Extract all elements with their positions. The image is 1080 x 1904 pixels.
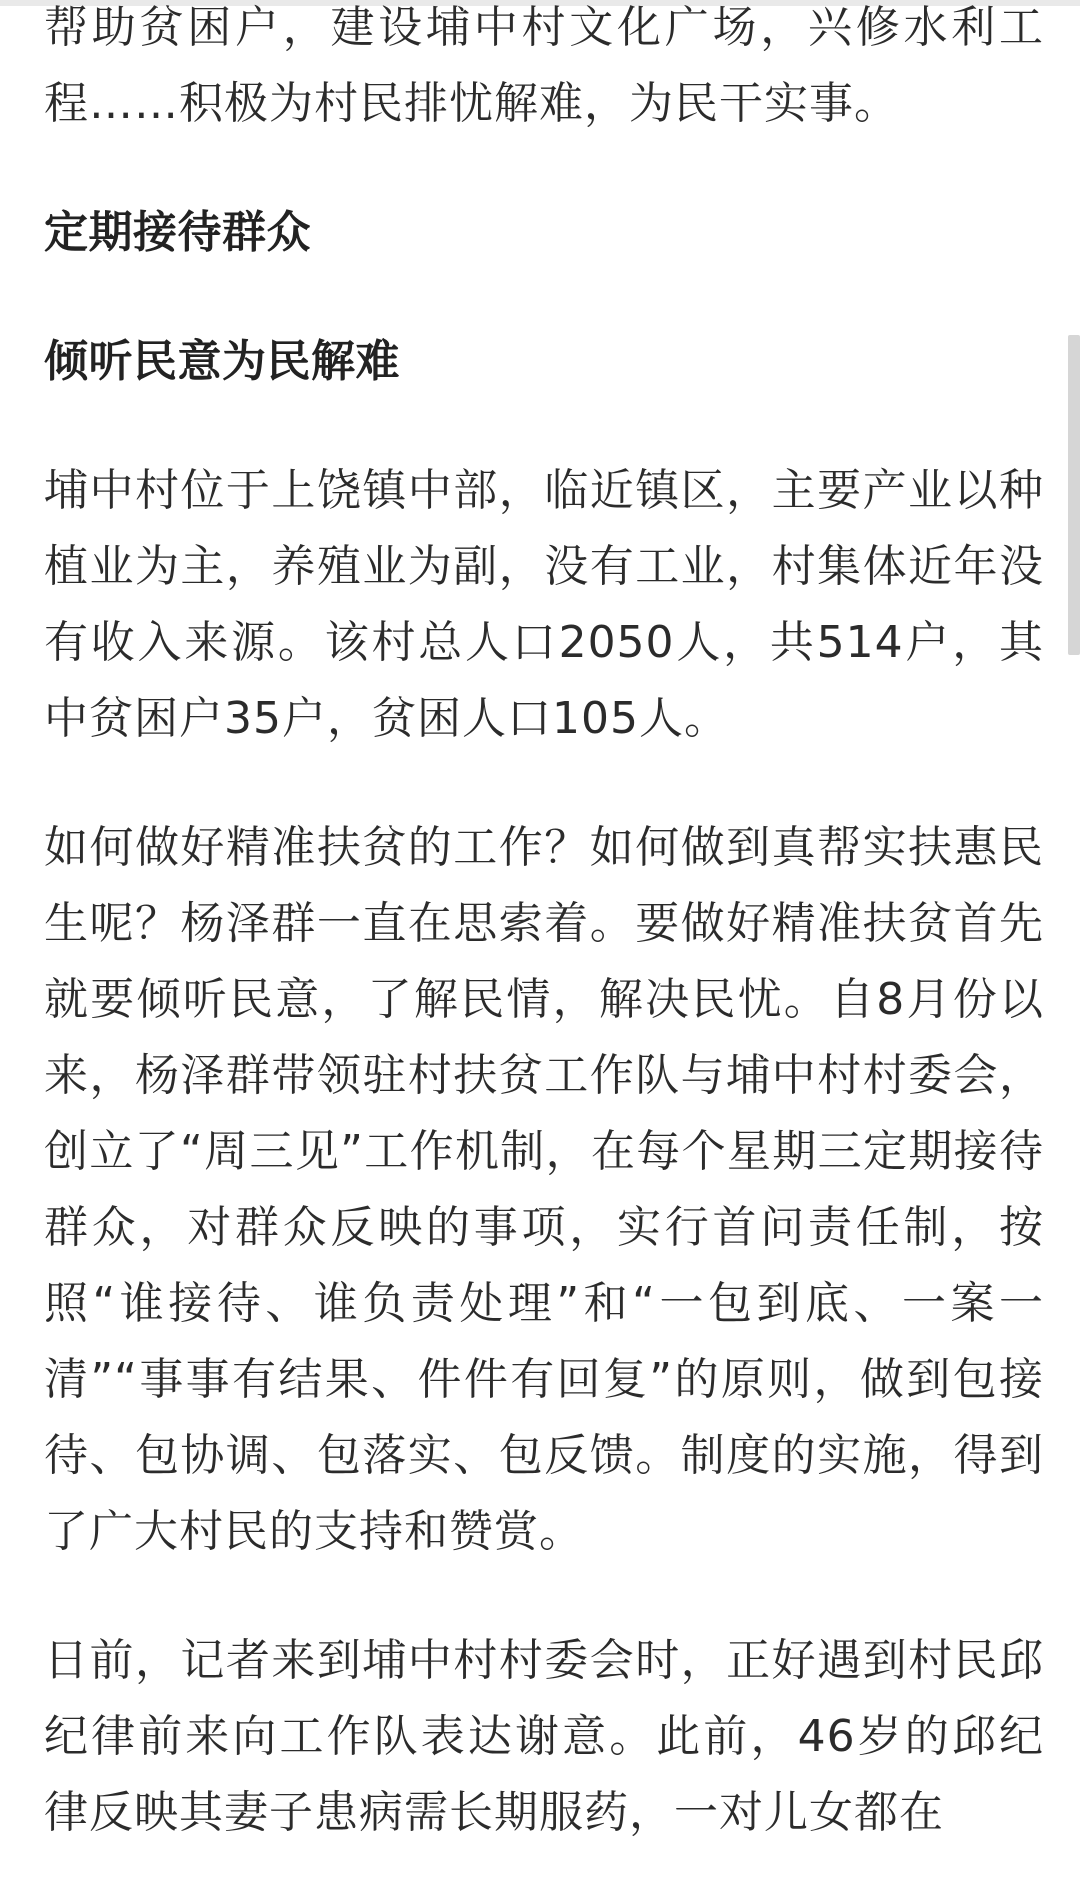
section-heading-listen: 倾听民意为民解难 [44, 336, 400, 387]
paragraph-intro: 帮助贫困户，建设埔中村文化广场，兴修水利工程……积极为村民排忧解难，为民干实事。 [44, 2, 1044, 129]
article-body [44, 0, 1044, 1904]
section-heading-reception: 定期接待群众 [44, 207, 311, 258]
paragraph-reporter-visit: 日前，记者来到埔中村村委会时，正好遇到村民邱纪律前来向工作队表达谢意。此前，46岁的邱纪律反映其妻子患病需长期服药，一对儿女都在 [44, 1635, 1044, 1838]
scrollbar-thumb[interactable] [1068, 335, 1080, 655]
paragraph-village-info: 埔中村位于上饶镇中部，临近镇区，主要产业以种植业为主，养殖业为副，没有工业，村集体近年没有收入来源。该村总人口2050人，共514户，其中贫困户35户，贫困人口105人。 [44, 465, 1044, 744]
paragraph-work-mechanism: 如何做好精准扶贫的工作？如何做到真帮实扶惠民生呢？杨泽群一直在思索着。要做好精准扶贫首先就要倾听民意，了解民情，解决民忧。自8月份以来，杨泽群带领驻村扶贫工作队与埔中村村委会，创立了“周三见”工作机制，在每个星期三定期接待群众，对群众反映的事项，实行首问责任制，按照“谁接待、谁负责处理”和“一包到底、一案一清”“事事有结果、件件有回复”的原则，做到包接待、包协调、包落实、包反馈。制度的实施，得到了广大村民的支持和赞赏。 [44, 822, 1044, 1557]
